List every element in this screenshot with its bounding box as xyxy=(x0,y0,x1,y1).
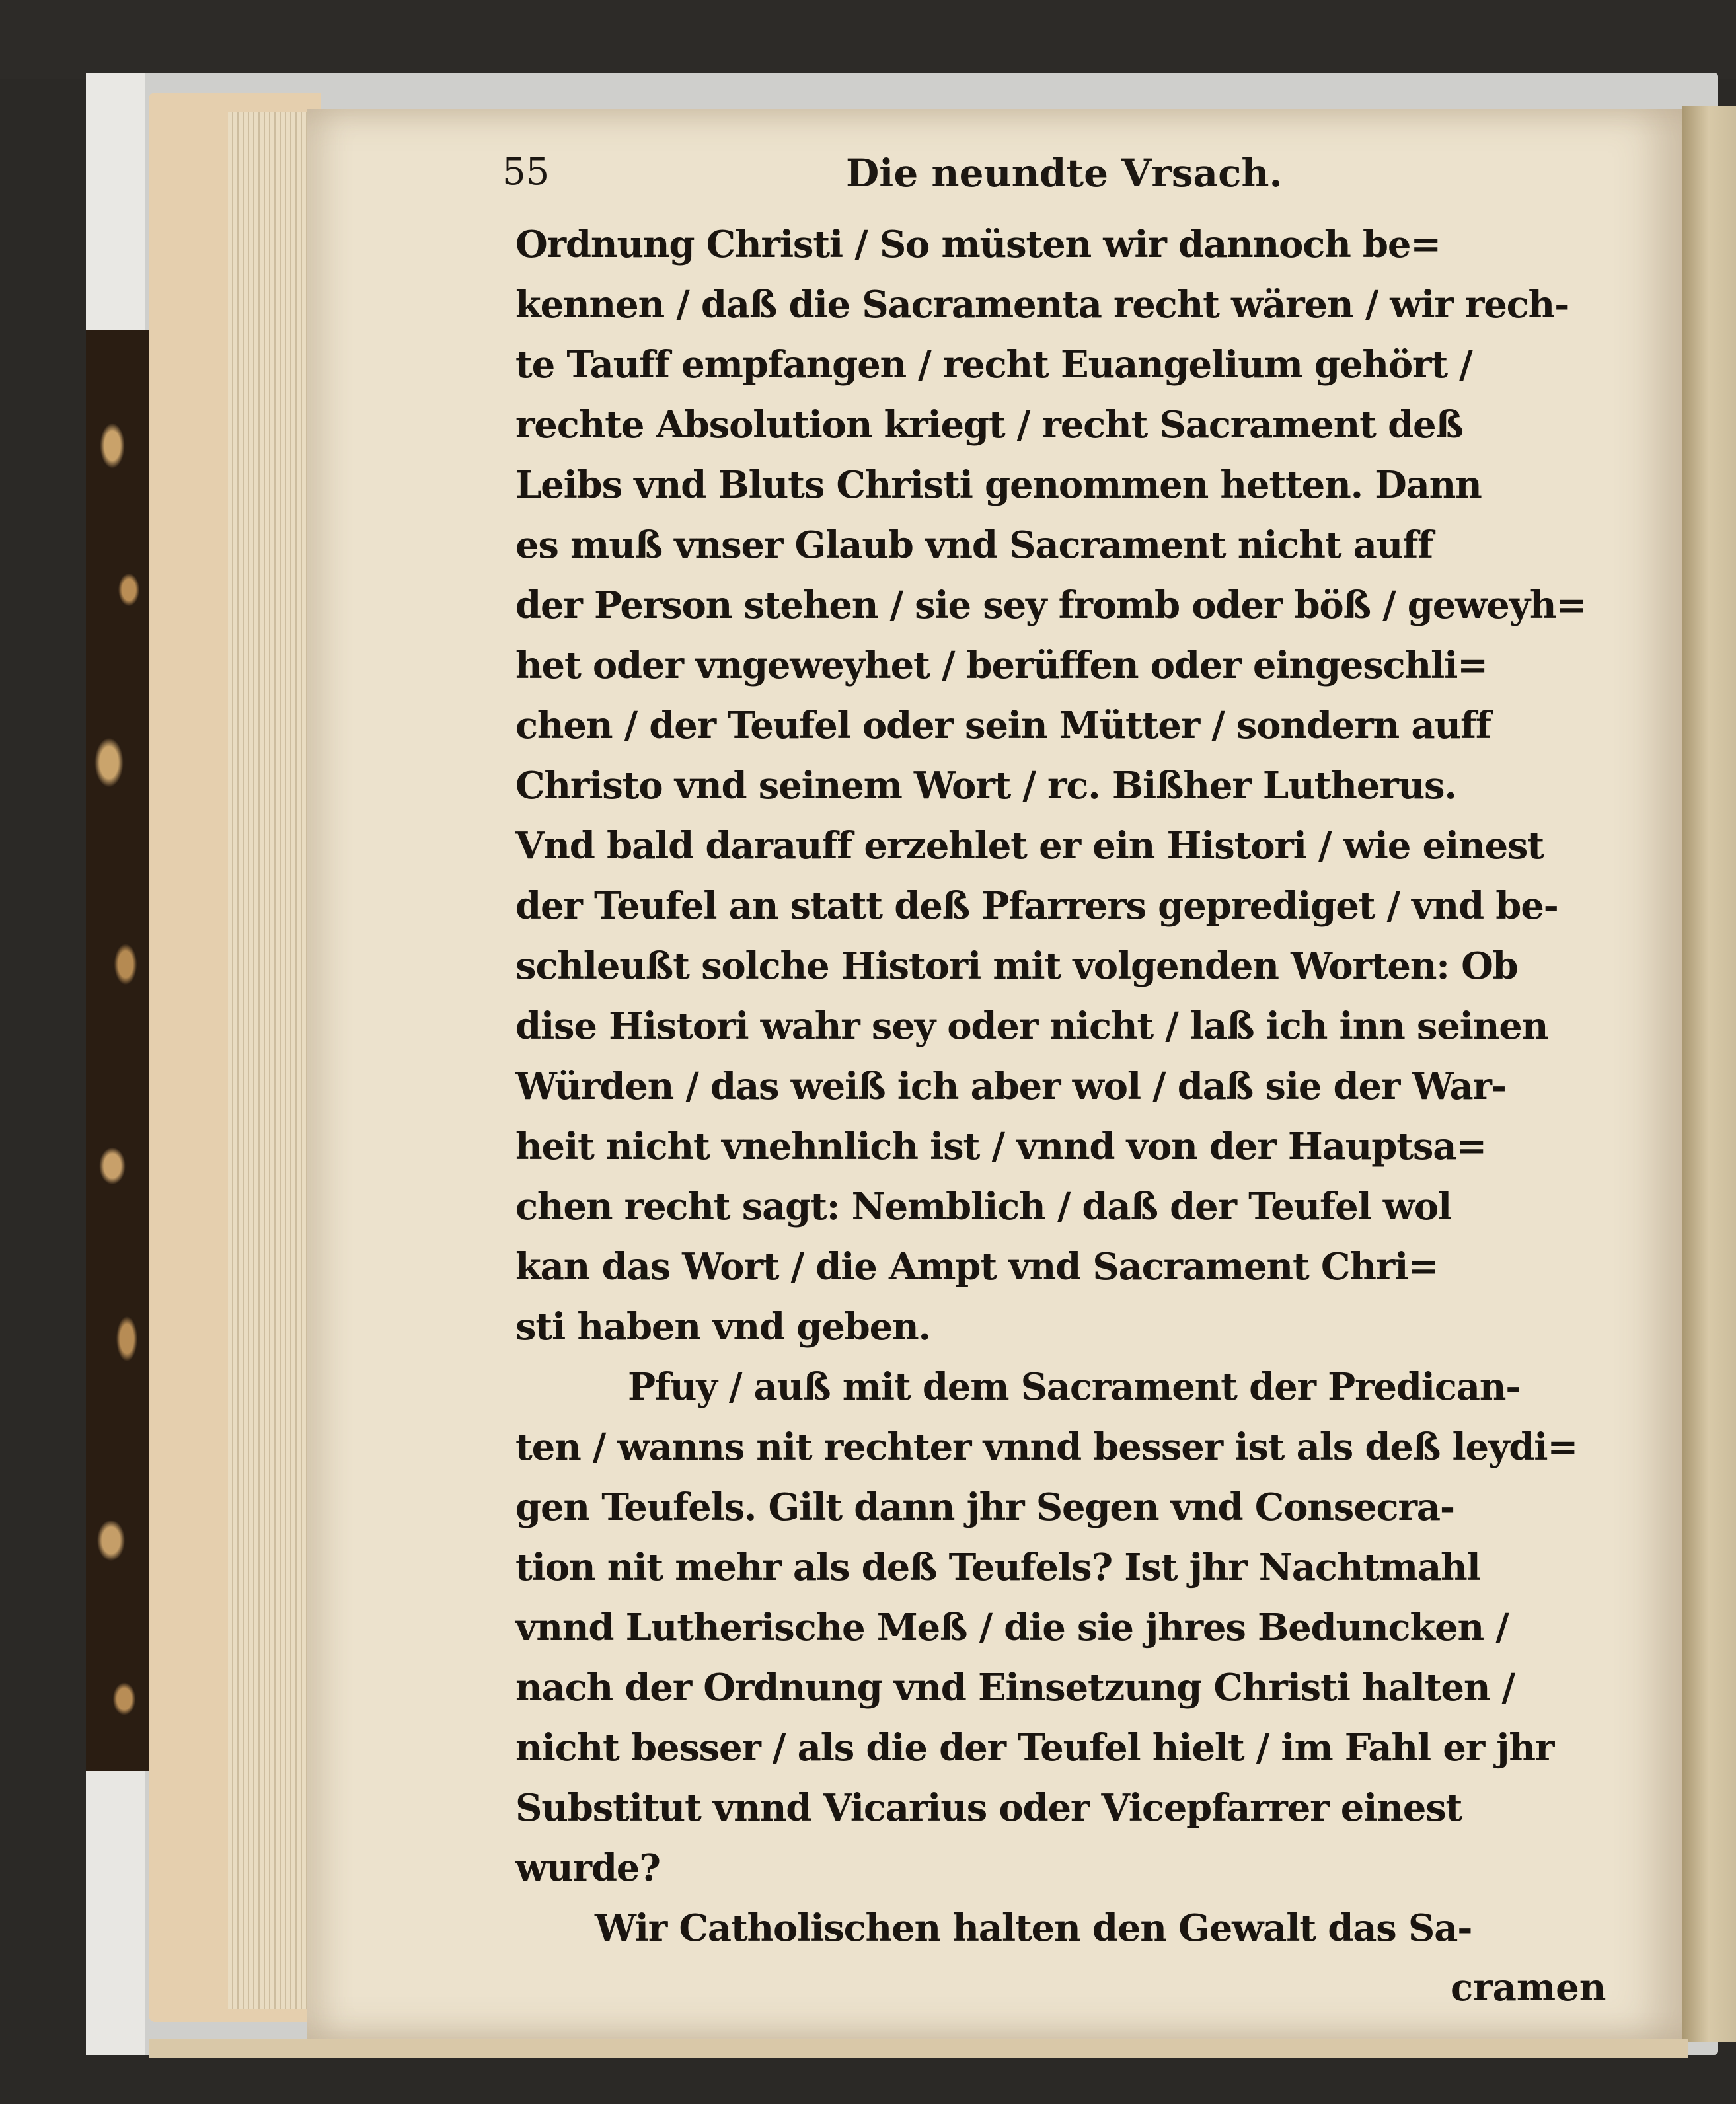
text-line: Ordnung Christi / So müsten wir dannoch be= xyxy=(515,223,1441,266)
text-line: Würden / das weiß ich aber wol / daß sie der War- xyxy=(515,1065,1506,1108)
text-line: te Tauff empfangen / recht Euangelium gehört / xyxy=(515,343,1472,387)
text-line: dise Histori wahr sey oder nicht / laß ich inn seinen xyxy=(515,1004,1548,1048)
text-line: kan das Wort / die Ampt vnd Sacrament Chri= xyxy=(515,1245,1438,1289)
text-line: sti haben vnd geben. xyxy=(515,1305,930,1349)
text-line: Substitut vnnd Vicarius oder Vicepfarrer einest xyxy=(515,1786,1462,1830)
text-line: es muß vnser Glaub vnd Sacrament nicht auff xyxy=(515,523,1433,567)
text-line: nach der Ordnung vnd Einsetzung Christi halten / xyxy=(515,1666,1515,1710)
page-number: 55 xyxy=(502,151,550,194)
text-line: Leibs vnd Bluts Christi genommen hetten. Dann xyxy=(515,463,1482,507)
text-line: het oder vngeweyhet / berüffen oder eingeschli= xyxy=(515,644,1488,687)
text-line: rechte Absolution kriegt / recht Sacrament deß xyxy=(515,403,1463,447)
running-title: Die neundte Vrsach. xyxy=(846,151,1283,196)
text-line: tion nit mehr als deß Teufels? Ist jhr Nachtmahl xyxy=(515,1546,1480,1589)
text-line: heit nicht vnehnlich ist / vnnd von der Hauptsa= xyxy=(515,1125,1487,1168)
text-line: Christo vnd seinem Wort / rc. Bißher Lutherus. xyxy=(515,764,1456,808)
text-line: Vnd bald darauff erzehlet er ein Histori / wie einest xyxy=(515,824,1544,868)
text-line: vnnd Lutherische Meß / die sie jhres Beduncken / xyxy=(515,1606,1509,1649)
backdrop xyxy=(0,0,1736,79)
paragraph-start-line: Pfuy / auß mit dem Sacrament der Predican- xyxy=(628,1365,1521,1409)
text-line: gen Teufels. Gilt dann jhr Segen vnd Consecra- xyxy=(515,1485,1454,1529)
cover-edge-top xyxy=(86,73,145,330)
body-text xyxy=(515,215,1612,1959)
text-line: wurde? xyxy=(515,1846,660,1890)
cover-edge-bottom xyxy=(86,1771,145,2055)
catchword: cramen xyxy=(1451,1966,1606,2010)
page-bottom-edge xyxy=(149,2039,1688,2058)
marbled-spine xyxy=(86,330,152,1771)
text-line: der Teufel an statt deß Pfarrers geprediget / vnd be- xyxy=(515,884,1558,928)
facing-page-edge xyxy=(1682,106,1736,2042)
page-header xyxy=(502,151,1612,210)
text-line: ten / wanns nit rechter vnnd besser ist als deß leydi= xyxy=(515,1425,1578,1469)
text-line: schleußt solche Histori mit volgenden Worten: Ob xyxy=(515,944,1518,988)
text-line: chen recht sagt: Nemblich / daß der Teufel wol xyxy=(515,1185,1451,1228)
text-line: der Person stehen / sie sey fromb oder böß / geweyh= xyxy=(515,583,1587,627)
paragraph-start-line: Wir Catholischen halten den Gewalt das Sa- xyxy=(595,1906,1472,1950)
text-line: kennen / daß die Sacramenta recht wären / wir rech- xyxy=(515,283,1569,326)
text-line: chen / der Teufel oder sein Mütter / sondern auff xyxy=(515,704,1491,747)
text-line: nicht besser / als die der Teufel hielt / im Fahl er jhr xyxy=(515,1726,1554,1770)
